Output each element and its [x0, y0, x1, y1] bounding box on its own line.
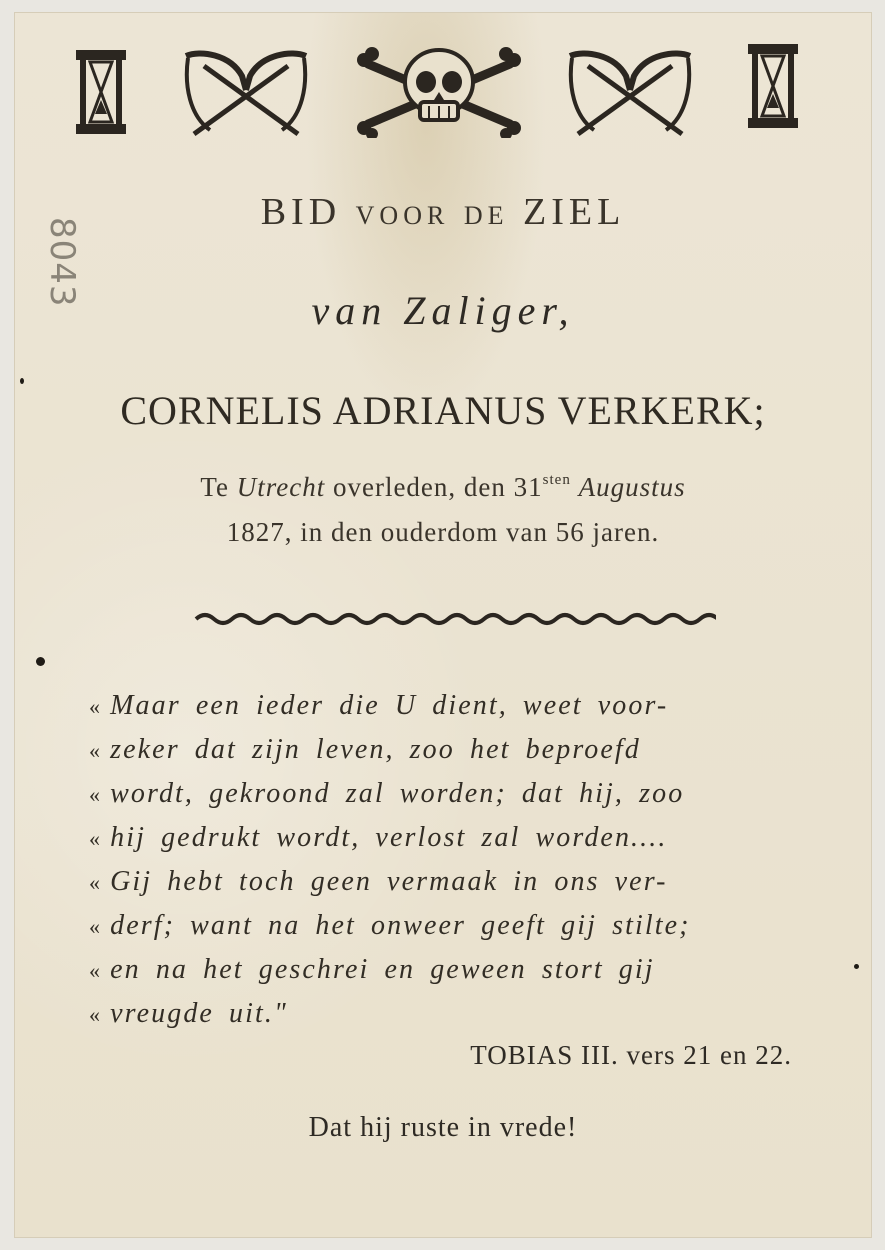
quote-line: « zeker dat zijn leven, zoo het beproefd: [89, 734, 641, 765]
ink-speck: [20, 378, 24, 384]
ink-speck: [854, 964, 859, 969]
memorial-card: [14, 12, 872, 1238]
scythes-icon: [180, 46, 312, 138]
quote-line: « wordt, gekroond zal worden; dat hij, zoo: [89, 778, 685, 809]
subtitle: van Zaliger,: [311, 288, 575, 333]
deceased-name: CORNELIS ADRIANUS VERKERK;: [120, 388, 766, 433]
quote-line: « hij gedrukt wordt, verlost zal worden....: [89, 822, 668, 853]
scripture-reference: TOBIAS III. vers 21 en 22.: [470, 1040, 792, 1070]
skull-crossbones-icon: [354, 42, 524, 138]
closing-prayer: Dat hij ruste in vrede!: [308, 1112, 578, 1143]
quote-line: « Gij hebt toch geen vermaak in ons ver-: [89, 866, 668, 897]
ink-speck: [36, 657, 45, 666]
scripture-quote: [89, 684, 829, 1036]
death-info-line-2: 1827, in den ouderdom van 56 jaren.: [226, 517, 660, 547]
card-title: BID VOOR DE ZIEL: [260, 191, 626, 233]
scythes-icon: [564, 46, 696, 138]
quote-line: « vreugde uit.": [89, 998, 288, 1029]
quote-line: « derf; want na het onweer geeft gij stilte;: [89, 910, 691, 941]
hourglass-icon: [746, 42, 800, 130]
quote-line: « Maar een ieder die U dient, weet voor-: [89, 690, 669, 721]
death-info-line-1: Te Utrecht overleden, den $31^{sten}$ Augustus: [200, 472, 686, 502]
hourglass-icon: [74, 48, 128, 136]
wave-divider: [192, 607, 716, 631]
quote-line: « en na het geschrei en geween stort gij: [89, 954, 655, 985]
catalog-number: 8043: [42, 217, 82, 308]
